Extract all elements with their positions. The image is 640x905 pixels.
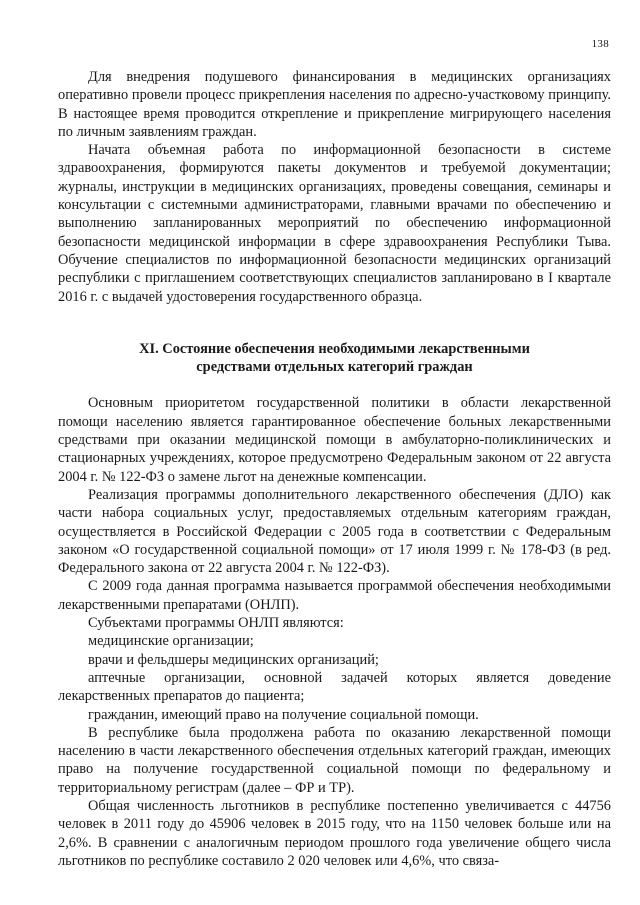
list-item: врачи и фельдшеры медицинских организаций;: [88, 651, 379, 668]
paragraph: В республике была продолжена работа по оказанию лекарственной помощи населению в части лекарственного обеспечения отдельных категорий граждан, имеющих право на получение государственной социальной помощи по федеральному и территориальному регистрам (далее – ФР и ТР).: [58, 724, 611, 796]
document-body: [58, 68, 611, 870]
paragraph: Субъектами программы ОНЛП являются:: [88, 615, 344, 632]
section-heading: [58, 340, 611, 377]
list-item: гражданин, имеющий право на получение социальной помощи.: [88, 706, 479, 723]
section-heading-line: средствами отдельных категорий граждан: [196, 359, 473, 376]
paragraph: Реализация программы дополнительного лекарственного обеспечения (ДЛО) как части набора социальных услуг, предоставляемых отдельным категориям граждан, осуществляется в Российской Федерации с 2005 года в соответствии с Федеральным законом «О государственной социальной помощи» от 17 июля 1999 г. № 178-ФЗ (в ред. Федерального закона от 22 августа 2004 г. № 122-ФЗ).: [58, 486, 611, 577]
section-heading-line: XI. Состояние обеспечения необходимыми лекарственными: [139, 340, 530, 357]
list-item: медицинские организации;: [88, 633, 254, 650]
page-number: 138: [591, 38, 609, 50]
paragraph: Общая численность льготников в республике постепенно увеличивается с 44756 человек в 2011 году до 45906 человек в 2015 году, что на 1150 человек больше или на 2,6%. В сравнении с аналогичным периодом прошлого года увеличение общего числа льготников по республике составило 2 020 человек или 4,6%, что связа-: [58, 797, 611, 869]
list-item: аптечные организации, основной задачей которых является доведение лекарственных препаратов до пациента;: [58, 669, 611, 705]
paragraph: Для внедрения подушевого финансирования в медицинских организациях оперативно провели процесс прикрепления населения по адресно-участковому принципу. В настоящее время проводится открепление и прикрепление мигрирующего населения по личным заявлениям граждан.: [58, 69, 611, 140]
paragraph: С 2009 года данная программа называется программой обеспечения необходимыми лекарственными препаратами (ОНЛП).: [58, 578, 611, 613]
paragraph: Начата объемная работа по информационной безопасности в системе здравоохранения, формируются пакеты документов и требуемой документации; журналы, инструкции в медицинских организациях, проведены совещания, семинары и консультации с системными администраторами, главными врачами по обеспечению и выполнению запланированных мероприятий по обеспечению информационной безопасности медицинской информации в сфере здравоохранения Республики Тыва. Обучение специалистов по информационной безопасности медицинских организаций республики с приглашением соответствующих специалистов запланировано в I квартале 2016 г. с выдачей удостоверения государственного образца.: [58, 142, 611, 305]
paragraph: Основным приоритетом государственной политики в области лекарственной помощи населению является гарантированное обеспечение больных лекарственными средствами при оказании медицинской помощи в амбулаторно-поликлинических и стационарных учреждениях, которое предусмотрено Федеральным законом от 22 августа 2004 г. № 122-ФЗ о замене льгот на денежные компенсации.: [58, 395, 611, 485]
